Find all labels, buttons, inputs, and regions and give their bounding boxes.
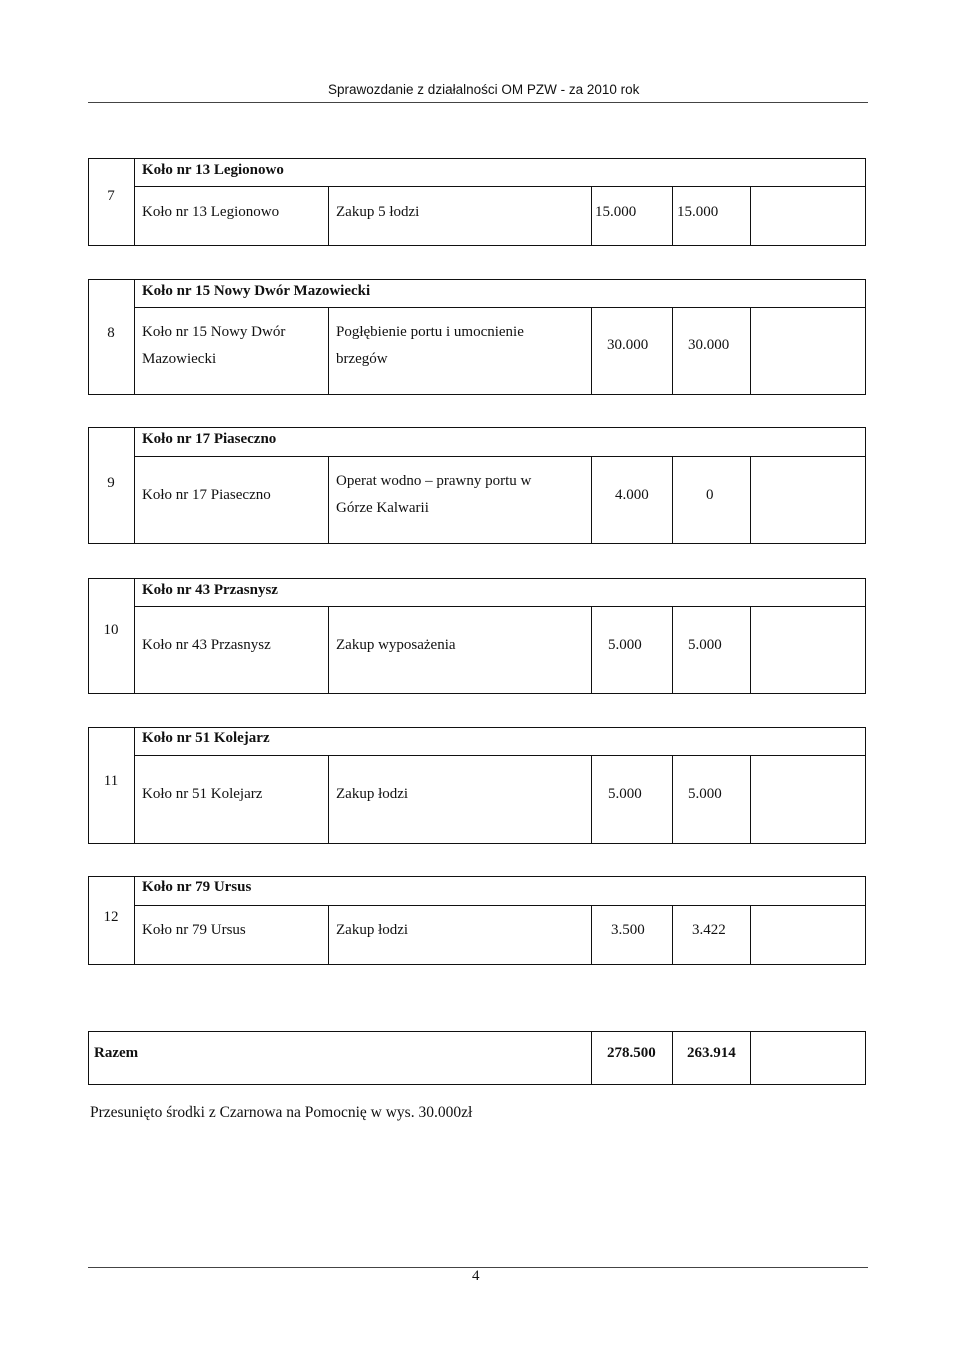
entry-planned: 5.000 <box>608 637 642 653</box>
entry-spent: 30.000 <box>688 337 730 353</box>
entry-task: Zakup 5 łodzi <box>336 204 420 220</box>
entry-name: Koło nr 43 Przasnysz <box>142 637 271 653</box>
entry-task: Zakup łodzi <box>336 786 409 802</box>
entry-title: Koło nr 13 Legionowo <box>142 162 284 178</box>
entry-name: Koło nr 17 Piaseczno <box>142 487 271 503</box>
entry-title: Koło nr 15 Nowy Dwór Mazowiecki <box>142 283 371 299</box>
total-label: Razem <box>94 1045 139 1061</box>
entry-number: 12 <box>103 909 119 925</box>
entry-task: Operat wodno – prawny portu w <box>336 473 532 489</box>
entry-planned: 4.000 <box>615 487 649 503</box>
entry-spent: 15.000 <box>677 204 719 220</box>
page-number: 4 <box>472 1268 480 1284</box>
total-spent: 263.914 <box>687 1045 736 1061</box>
transfer-note: Przesunięto środki z Czarnowa na Pomocnię w wys. 30.000zł <box>90 1104 473 1121</box>
entry-number: 9 <box>107 475 115 491</box>
entry-number: 8 <box>107 325 115 341</box>
entry-block <box>88 158 866 246</box>
entry-number: 10 <box>103 622 119 638</box>
total-planned: 278.500 <box>607 1045 656 1061</box>
entry-title: Koło nr 51 Kolejarz <box>142 730 270 746</box>
entry-spent: 5.000 <box>688 637 722 653</box>
entry-task: Zakup wyposażenia <box>336 637 456 653</box>
entry-block <box>88 279 866 395</box>
entry-title: Koło nr 17 Piaseczno <box>142 431 277 447</box>
entry-planned: 30.000 <box>607 337 649 353</box>
entry-task: brzegów <box>336 351 388 367</box>
entry-planned: 15.000 <box>595 204 637 220</box>
entry-block <box>88 578 866 694</box>
entry-task: Zakup łodzi <box>336 922 409 938</box>
entry-title: Koło nr 79 Ursus <box>142 879 252 895</box>
entry-spent: 0 <box>706 487 714 503</box>
entry-planned: 3.500 <box>611 922 645 938</box>
entry-name: Koło nr 51 Kolejarz <box>142 786 263 802</box>
entry-planned: 5.000 <box>608 786 642 802</box>
entry-task: Górze Kalwarii <box>336 500 429 516</box>
entry-name: Koło nr 79 Ursus <box>142 922 246 938</box>
header-divider <box>88 102 868 103</box>
entry-task: Pogłębienie portu i umocnienie <box>336 324 524 340</box>
entry-number: 7 <box>107 188 115 204</box>
entry-block <box>88 727 866 844</box>
report-title: Sprawozdanie z działalności OM PZW - za 2010 rok <box>328 82 640 97</box>
total-row <box>88 1031 866 1085</box>
entry-block <box>88 427 866 544</box>
entry-spent: 5.000 <box>688 786 722 802</box>
entry-number: 11 <box>103 773 119 789</box>
entry-block <box>88 876 866 965</box>
entry-name: Koło nr 15 Nowy Dwór <box>142 324 286 340</box>
entry-name: Koło nr 13 Legionowo <box>142 204 280 220</box>
entry-title: Koło nr 43 Przasnysz <box>142 582 278 598</box>
entry-name: Mazowiecki <box>142 351 217 367</box>
entry-spent: 3.422 <box>692 922 726 938</box>
